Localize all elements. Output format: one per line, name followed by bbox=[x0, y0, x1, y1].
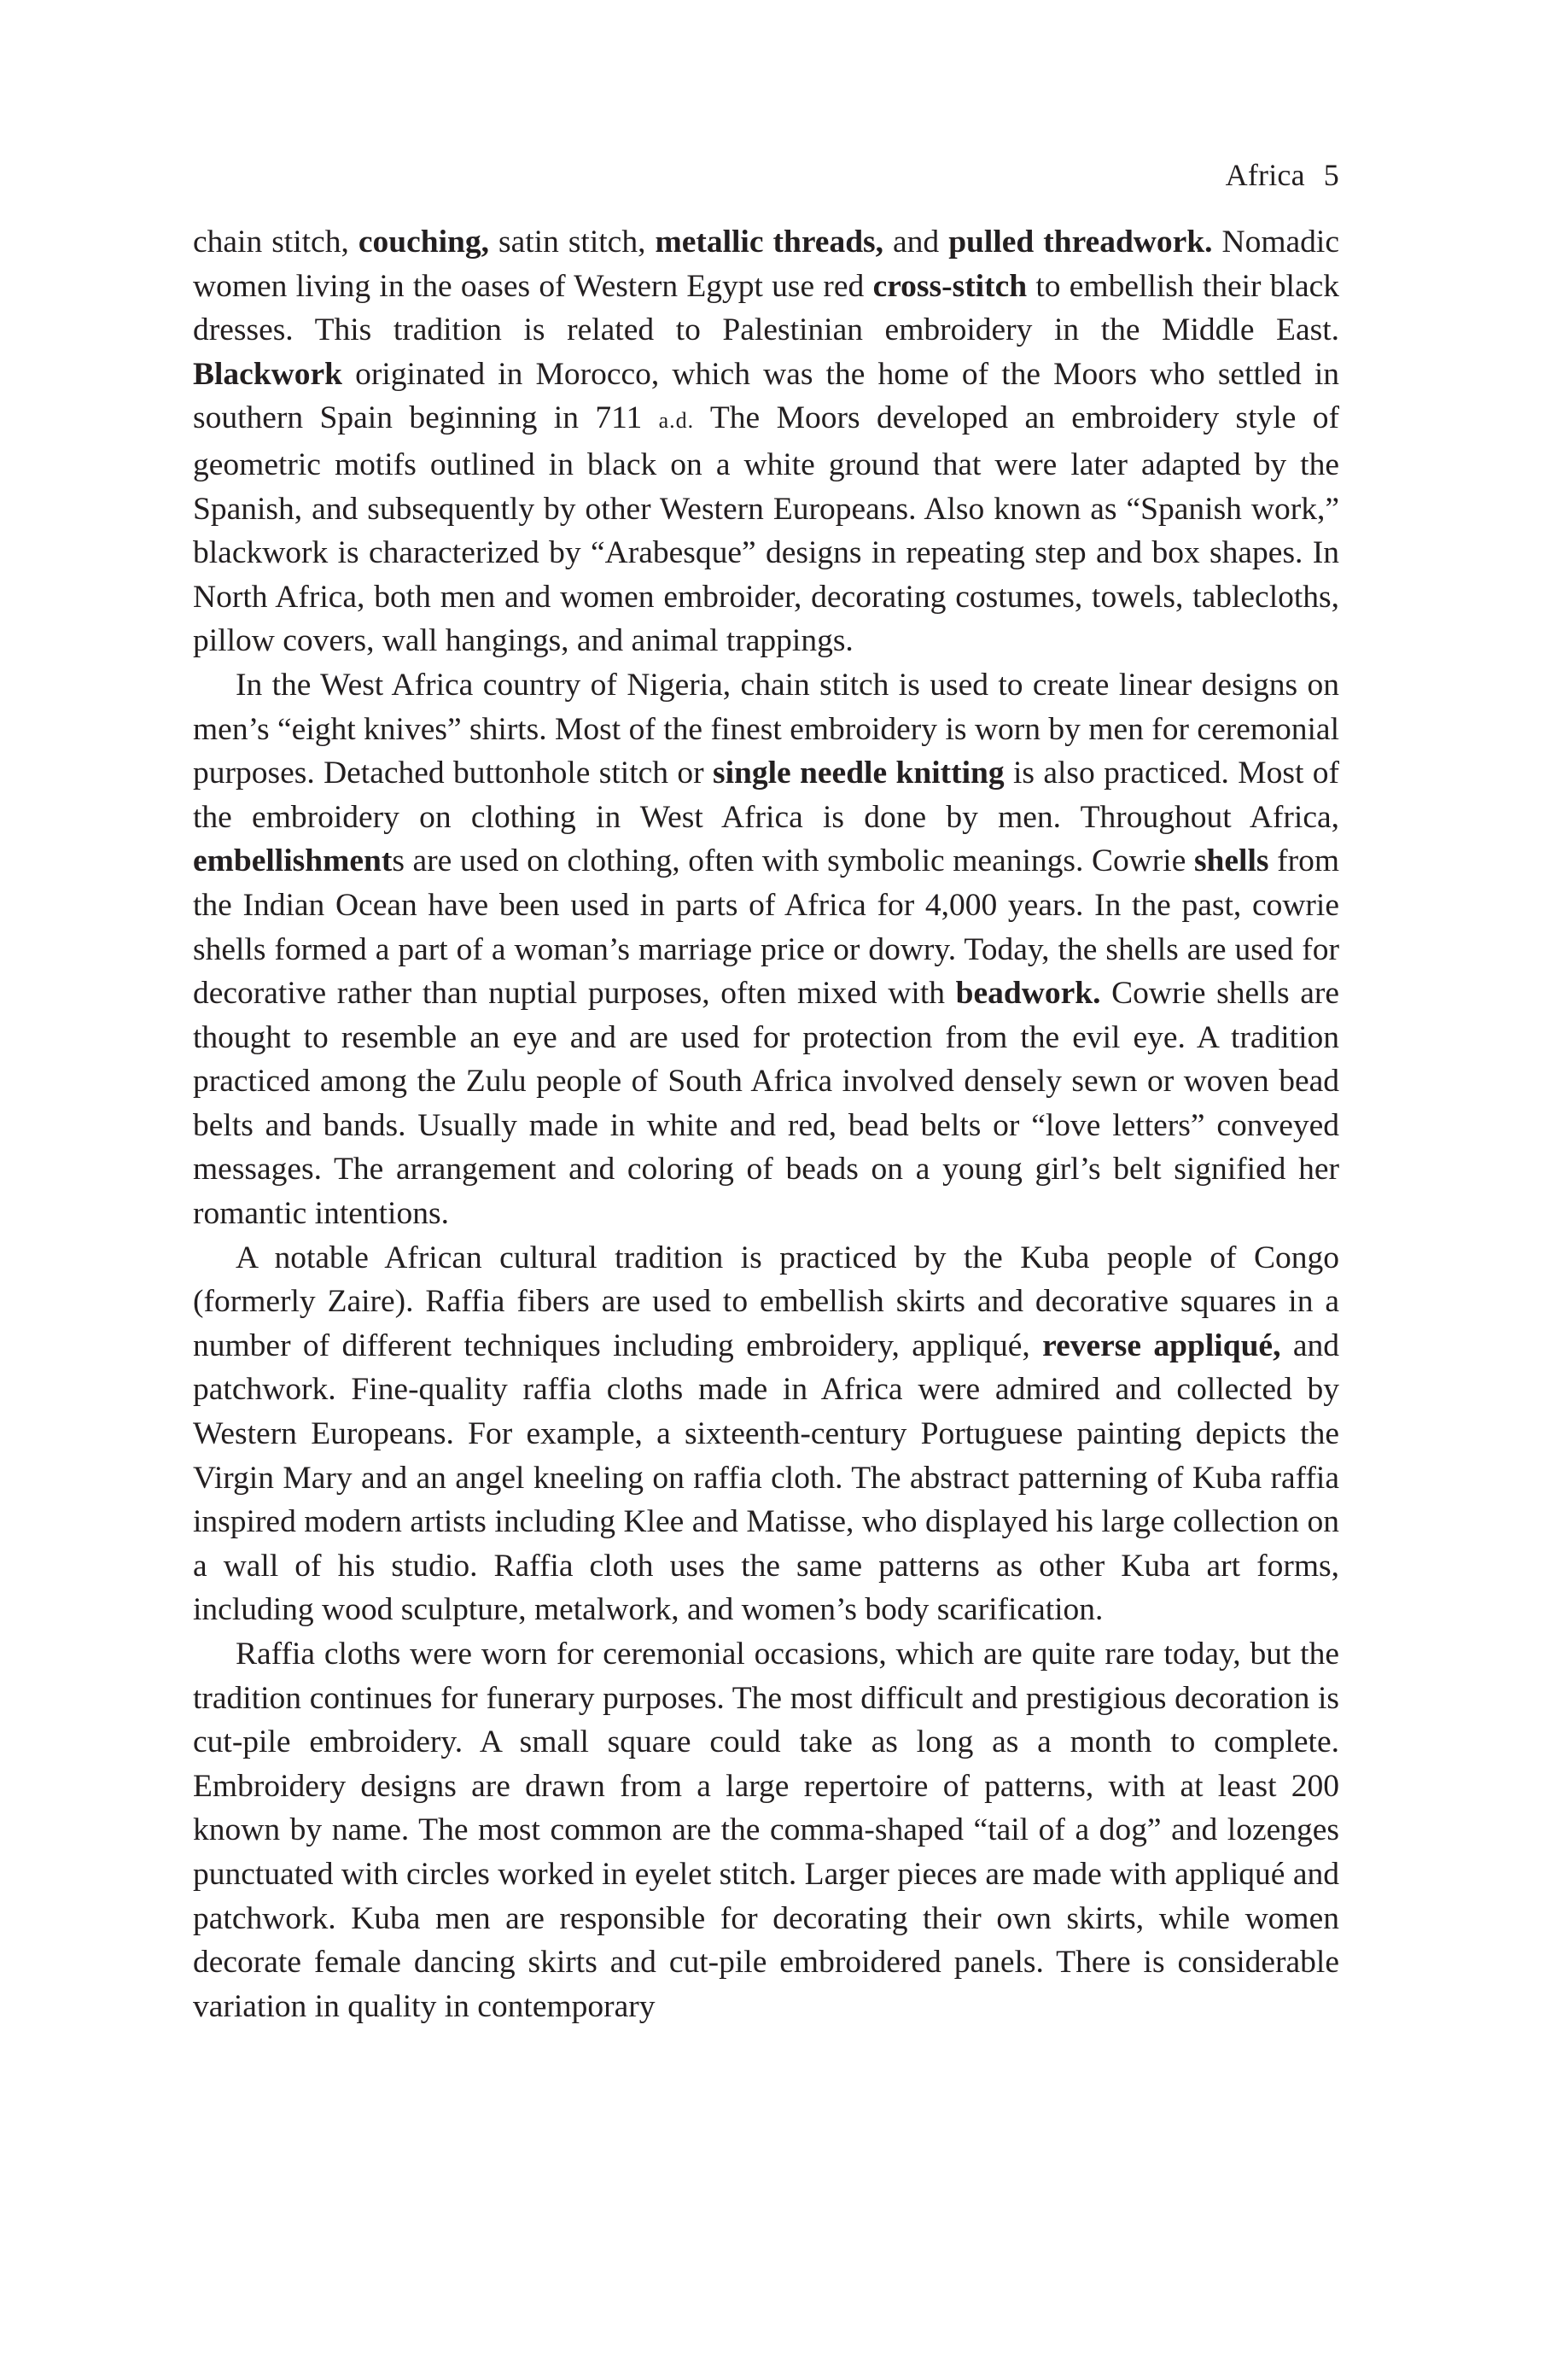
running-head-title: Africa bbox=[1225, 158, 1305, 192]
paragraph bbox=[193, 663, 1339, 1236]
paragraph bbox=[193, 1236, 1339, 1632]
text-run: to embellish their black dresses. This tradition is related to Palestinian embroidery in the Middle East. bbox=[193, 268, 1340, 348]
glossary-term: Blackwork bbox=[193, 356, 343, 392]
text-run: Cowrie shells are thought to resemble an eye and are used for protection from the evil eye. A tradition practiced among the Zulu people of South Africa involved densely sewn or woven bead belts and bands. Usually made in white and red, bead belts or “love letters” conveyed messages. The arrangement and coloring of beads on a young girl’s belt signified her romantic intentions. bbox=[193, 976, 1339, 1232]
text-run: and bbox=[883, 225, 949, 260]
page-number: 5 bbox=[1323, 158, 1339, 192]
paragraph bbox=[193, 220, 1339, 663]
era-abbreviation: a.d. bbox=[658, 408, 695, 434]
glossary-term: shells bbox=[1193, 843, 1269, 879]
text-run: Nomadic women living in the oases of Western Egypt use red bbox=[193, 225, 1339, 304]
glossary-term: cross-stitch bbox=[872, 268, 1028, 304]
text-run: originated in Morocco, which was the home of the Moors who settled in southern Spain beginning in 711 bbox=[193, 356, 1339, 436]
glossary-term: reverse appliqué, bbox=[1042, 1327, 1281, 1363]
text-run: A notable African cultural tradition is practiced by the Kuba people of Congo (formerly Zaire). Raffia fibers are used to embellish skirts and decorative squares in a number of different techniques including embroidery, appliqué, bbox=[193, 1240, 1339, 1363]
text-run: satin stitch, bbox=[489, 225, 656, 260]
text-run: The Moors developed an embroidery style of geometric motifs outlined in black on a white ground that were later adapted by the Spanish, and subsequently by other Western Europeans. Also known as “Spanish work,” blackwork is characterized by “Arabesque” designs in repeating step and box shapes. In North Africa, both men and women embroider, decorating costumes, towels, tablecloths, pillow covers, wall hangings, and animal trappings. bbox=[193, 400, 1339, 659]
text-run: is also practiced. Most of the embroidery on clothing in West Africa is done by men. Throughout Africa, bbox=[193, 756, 1340, 835]
running-head bbox=[1226, 156, 1339, 194]
text-run: s are used on clothing, often with symbolic meanings. Cowrie bbox=[392, 843, 1194, 879]
glossary-term: single needle knitting bbox=[713, 756, 1005, 791]
text-run: and patchwork. Fine-quality raffia cloths made in Africa were admired and collected by Western Europeans. For example, a sixteenth-century Portuguese painting depicts the Virgin Mary and an angel kneeling on raffia cloth. The abstract patterning of Kuba raffia inspired modern artists including Klee and Matisse, who displayed his large collection on a wall of his studio. Raffia cloth uses the same patterns as other Kuba art forms, including wood sculpture, metalwork, and women’s body scarification. bbox=[193, 1327, 1339, 1628]
paragraph bbox=[193, 1632, 1339, 2028]
text-run: chain stitch, bbox=[193, 225, 358, 260]
text-run: In the West Africa country of Nigeria, chain stitch is used to create linear designs on men’s “eight knives” shirts. Most of the finest embroidery is worn by men for ceremonial purposes. Detached buttonhole stitch or bbox=[193, 667, 1339, 791]
glossary-term: pulled threadwork. bbox=[948, 225, 1213, 260]
body-text bbox=[193, 220, 1339, 2028]
text-run: from the Indian Ocean have been used in parts of Africa for 4,000 years. In the past, cowrie shells formed a part of a woman’s marriage price or dowry. Today, the shells are used for decorative rather than nuptial purposes, often mixed with bbox=[193, 843, 1339, 1012]
glossary-term: metallic threads, bbox=[655, 225, 884, 260]
glossary-term: beadwork. bbox=[955, 976, 1101, 1012]
glossary-term: couching, bbox=[358, 225, 489, 260]
glossary-term: embellishment bbox=[193, 843, 393, 879]
text-run: Raffia cloths were worn for ceremonial occasions, which are quite rare today, but the tradition continues for funerary purposes. The most difficult and prestigious decoration is cut-pile embroidery. A small square could take as long as a month to complete. Embroidery designs are drawn from a large repertoire of patterns, with at least 200 known by name. The most common are the comma-shaped “tail of a dog” and lozenges punctuated with circles worked in eyelet stitch. Larger pieces are made with appliqué and patchwork. Kuba men are responsible for decorating their own skirts, while women decorate female dancing skirts and cut-pile embroidered panels. There is considerable variation in quality in contemporary bbox=[193, 1637, 1339, 2024]
